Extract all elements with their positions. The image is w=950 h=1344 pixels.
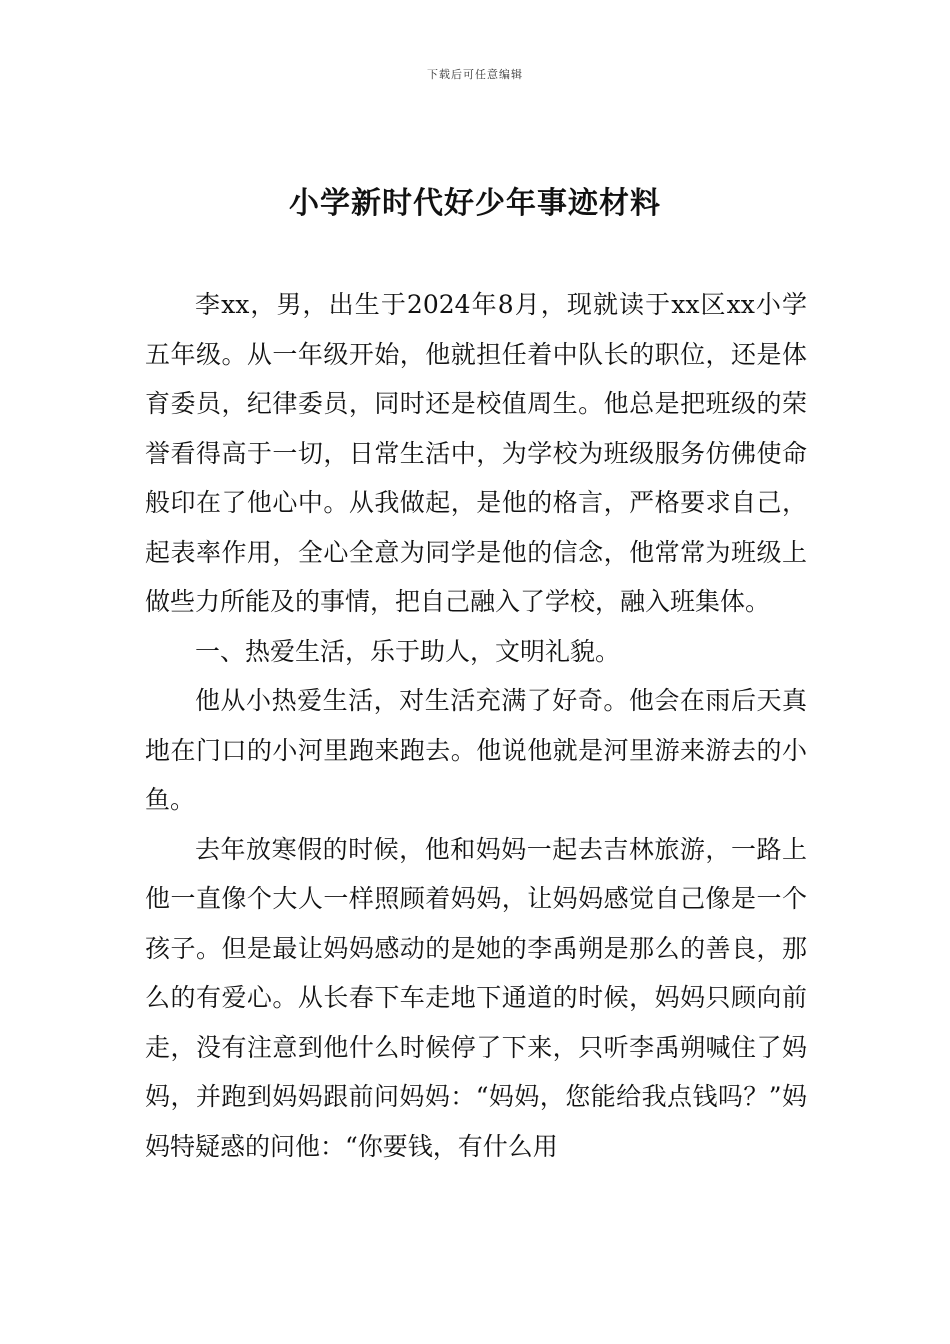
document-title: 小学新时代好少年事迹材料 [289,186,661,221]
paragraph-love-life: 他从小热爱生活，对生活充满了好奇。他会在雨后天真地在门口的小河里跑来跑去。他说他就是河里游来游去的小鱼。 [145,686,807,814]
section-heading: 一、热爱生活，乐于助人，文明礼貌。 [195,636,621,666]
paragraph-winter-trip: 去年放寒假的时候，他和妈妈一起去吉林旅游，一路上他一直像个大人一样照顾着妈妈，让妈妈感觉自己像是一个孩子。但是最让妈妈感动的是她的李禹朔是那么的善良，那么的有爱心。从长春下车走地下通道的时候，妈妈只顾向前走，没有注意到他什么时候停了下来，只听李禹朔喊住了妈妈，并跑到妈妈跟前问妈妈：“妈妈，您能给我点钱吗？”妈妈特疑惑的问他：“你要钱，有什么用 [145,834,807,1161]
document-body [145,280,807,1171]
header-note: 下载后可任意编辑 [427,68,523,81]
paragraph-intro: 李xx，男，出生于2024年8月，现就读于xx区xx小学五年级。从一年级开始，他就担任着中队长的职位，还是体育委员，纪律委员，同时还是校值周生。他总是把班级的荣誉看得高于一切，日常生活中，为学校为班级服务仿佛使命般印在了他心中。从我做起，是他的格言，严格要求自己，起表率作用，全心全意为同学是他的信念，他常常为班级上做些力所能及的事情，把自己融入了学校，融入班集体。 [145,290,807,616]
